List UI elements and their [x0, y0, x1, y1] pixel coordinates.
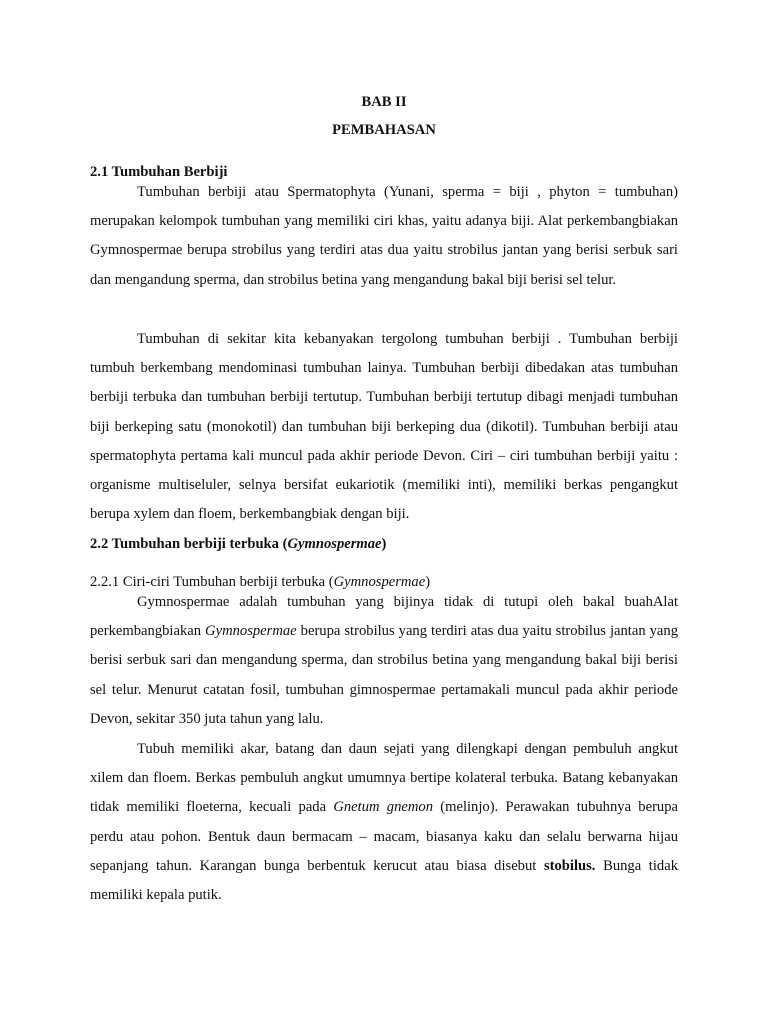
- heading-suffix: ): [381, 536, 387, 552]
- sub-heading-suffix: ): [425, 574, 431, 590]
- heading-term: Gymnospermae: [287, 536, 382, 552]
- p4-text-3: Bunga tidak memiliki kepala putik.: [90, 857, 678, 904]
- paragraph-2: Tumbuhan di sekitar kita kebanyakan tergolong tumbuhan berbiji . Tumbuhan berbiji tumbuh berkembang mendominasi tumbuhan lainya. Tumbuhan berbiji dibedakan atas tumbuhan berbiji terbuka dan tumbuhan berbiji tertutup. Tumbuhan berbiji tertutup dibagi menjadi tumbuhan biji berkeping satu (monokotil) dan tumbuhan biji berkeping dua (dikotil). Tumbuhan berbiji atau spermatophyta pertama kali muncul pada akhir periode Devon. Ciri – ciri tumbuhan berbiji yaitu : organisme multiseluler, selnya bersifat eukariotik (memiliki inti), memiliki berkas pengangkut berupa xylem dan floem, berkembangbiak dengan biji.: [90, 331, 678, 523]
- chapter-label: BAB II: [361, 94, 407, 110]
- chapter-title: PEMBAHASAN: [332, 122, 436, 138]
- p4-text-1: Tubuh memiliki akar, batang dan daun sejati yang dilengkapi dengan pembuluh angkut xilem dan floem. Berkas pembuluh angkut umumnya bertipe kolateral terbuka. Batang kebanyakan tidak memiliki floeterna, kecuali pada: [90, 741, 678, 816]
- sub-heading-prefix: 2.2.1 Ciri-ciri Tumbuhan berbiji terbuka (: [90, 574, 334, 590]
- p4-term: Gnetum gnemon: [333, 799, 433, 816]
- p3-term: Gymnospermae: [205, 623, 297, 640]
- p4-bold-term: stobilus.: [543, 857, 596, 874]
- p4-text-2: (melinjo). Perawakan tubuhnya berupa perdu atau pohon. Bentuk daun bermacam – macam, biasanya kaku dan selalu berwarna hijau sepanjang tahun. Karangan bunga berbentuk kerucut atau biasa disebut: [90, 799, 678, 874]
- section-heading-2-1: 2.1 Tumbuhan Berbiji: [90, 164, 228, 180]
- p3-text-2: berupa strobilus yang terdiri atas dua yaitu strobilus jantan yang berisi serbuk sari dan mengandung sperma, dan strobilus betina yang mengandung bakal biji berisi sel telur. Menurut catatan fosil, tumbuhan gimnospermae pertamakali muncul pada akhir periode Devon, sekitar 350 juta tahun yang lalu.: [90, 623, 678, 727]
- p3-text-1: Gymnospermae adalah tumbuhan yang bijinya tidak di tutupi oleh bakal buahAlat perkembangbiakan: [90, 594, 678, 640]
- section-heading-2-2: [90, 534, 386, 554]
- paragraph-1: Tumbuhan berbiji atau Spermatophyta (Yunani, sperma = biji , phyton = tumbuhan) merupakan kelompok tumbuhan yang memiliki ciri khas, yaitu adanya biji. Alat perkembangbiakan Gymnospermae berupa strobilus yang terdiri atas dua yaitu strobilus jantan yang berisi serbuk sari dan mengandung sperma, dan strobilus betina yang mengandung bakal biji berisi sel telur.: [90, 184, 678, 288]
- heading-prefix: 2.2 Tumbuhan berbiji terbuka (: [90, 536, 288, 552]
- paragraph-4: [90, 735, 678, 910]
- paragraph-3: [90, 588, 678, 734]
- sub-heading-term: Gymnospermae: [333, 574, 426, 590]
